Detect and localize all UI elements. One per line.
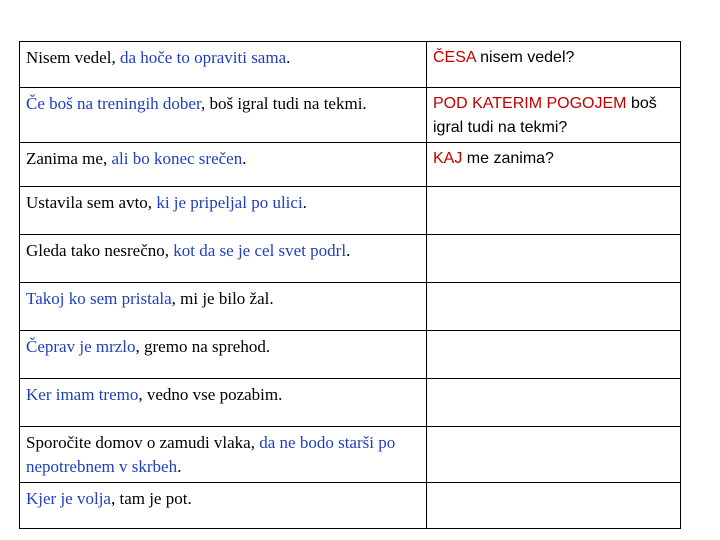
sentence-table bbox=[19, 41, 681, 529]
table-row bbox=[20, 427, 681, 483]
plain-text: boš igral tudi na tekmi? bbox=[433, 95, 657, 136]
plain-text: , vedno vse pozabim. bbox=[138, 385, 283, 404]
plain-text: . bbox=[302, 193, 307, 212]
plain-text: Ustavila sem avto, bbox=[26, 193, 157, 212]
question-cell bbox=[427, 143, 681, 187]
table-row bbox=[20, 483, 681, 529]
highlighted-clause: Čeprav je mrzlo bbox=[26, 337, 136, 356]
highlighted-clause: ki je pripeljal po ulici bbox=[156, 193, 303, 212]
sentence-cell bbox=[20, 283, 427, 331]
highlighted-clause: kot da se je cel svet podrl bbox=[173, 241, 347, 260]
plain-text: , gremo na sprehod. bbox=[135, 337, 271, 356]
question-cell bbox=[427, 42, 681, 88]
plain-text: , mi je bilo žal. bbox=[171, 289, 274, 308]
question-cell bbox=[427, 283, 681, 331]
plain-text: , boš igral tudi na tekmi. bbox=[200, 94, 367, 113]
question-word: KAJ bbox=[433, 150, 463, 167]
table-row bbox=[20, 283, 681, 331]
highlighted-clause: da ne bodo starši po nepotrebnem v skrbeh bbox=[26, 433, 396, 476]
table-row bbox=[20, 143, 681, 187]
plain-text: , tam je pot. bbox=[110, 489, 192, 508]
table-row bbox=[20, 187, 681, 235]
sentence-cell bbox=[20, 42, 427, 88]
highlighted-clause: ali bo konec srečen bbox=[111, 149, 243, 168]
table-row bbox=[20, 88, 681, 143]
sentence-cell bbox=[20, 143, 427, 187]
sentence-cell bbox=[20, 187, 427, 235]
table-row bbox=[20, 379, 681, 427]
question-cell bbox=[427, 187, 681, 235]
question-cell bbox=[427, 483, 681, 529]
table-row bbox=[20, 331, 681, 379]
table-body bbox=[20, 42, 681, 529]
highlighted-clause: Takoj ko sem pristala bbox=[26, 289, 172, 308]
highlighted-clause: Ker imam tremo bbox=[26, 385, 139, 404]
plain-text: Gleda tako nesrečno, bbox=[26, 241, 174, 260]
highlighted-clause: Kjer je volja bbox=[26, 489, 111, 508]
question-cell bbox=[427, 88, 681, 143]
plain-text: me zanima? bbox=[462, 150, 554, 167]
table-row bbox=[20, 235, 681, 283]
question-cell bbox=[427, 331, 681, 379]
question-cell bbox=[427, 427, 681, 483]
highlighted-clause: Če boš na treningih dober bbox=[26, 94, 201, 113]
question-word: ČESA bbox=[433, 49, 476, 66]
plain-text: Sporočite domov o zamudi vlaka, bbox=[26, 433, 260, 452]
plain-text: . bbox=[346, 241, 351, 260]
highlighted-clause: da hoče to opraviti sama bbox=[119, 48, 287, 67]
sentence-cell bbox=[20, 379, 427, 427]
question-cell bbox=[427, 235, 681, 283]
sentence-cell bbox=[20, 235, 427, 283]
question-word: POD KATERIM POGOJEM bbox=[433, 95, 627, 112]
plain-text: . bbox=[242, 149, 247, 168]
plain-text: Zanima me, bbox=[26, 149, 112, 168]
plain-text: . bbox=[177, 457, 182, 476]
sentence-cell bbox=[20, 427, 427, 483]
plain-text: Nisem vedel, bbox=[26, 48, 120, 67]
sentence-cell bbox=[20, 483, 427, 529]
sentence-cell bbox=[20, 331, 427, 379]
table-row bbox=[20, 42, 681, 88]
plain-text: nisem vedel? bbox=[475, 49, 575, 66]
question-cell bbox=[427, 379, 681, 427]
sentence-cell bbox=[20, 88, 427, 143]
plain-text: . bbox=[286, 48, 291, 67]
